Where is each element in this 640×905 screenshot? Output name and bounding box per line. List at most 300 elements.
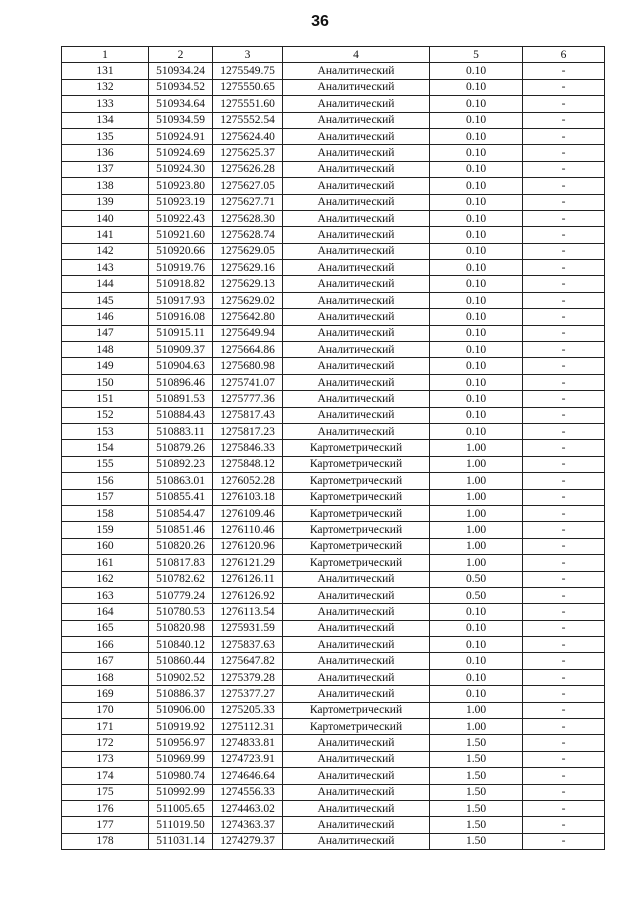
x-coordinate-cell: 510923.19 (149, 194, 213, 210)
coordinates-table (61, 46, 605, 850)
table-row (62, 243, 605, 259)
table-row (62, 342, 605, 358)
y-coordinate-cell: 1275848.12 (213, 456, 283, 472)
method-cell: Аналитический (283, 391, 430, 407)
y-coordinate-cell: 1274723.91 (213, 751, 283, 767)
y-coordinate-cell: 1275551.60 (213, 96, 283, 112)
accuracy-cell: 1.50 (430, 735, 523, 751)
page-number: 36 (311, 13, 329, 30)
note-cell: - (523, 768, 605, 784)
y-coordinate-cell: 1276121.29 (213, 555, 283, 571)
column-header: 4 (283, 47, 430, 63)
column-header: 2 (149, 47, 213, 63)
note-cell: - (523, 604, 605, 620)
y-coordinate-cell: 1275112.31 (213, 719, 283, 735)
y-coordinate-cell: 1275626.28 (213, 161, 283, 177)
table-row (62, 423, 605, 439)
x-coordinate-cell: 510820.98 (149, 620, 213, 636)
note-cell: - (523, 63, 605, 79)
y-coordinate-cell: 1275377.27 (213, 686, 283, 702)
accuracy-cell: 0.10 (430, 161, 523, 177)
note-cell: - (523, 112, 605, 128)
table-row (62, 178, 605, 194)
accuracy-cell: 0.10 (430, 79, 523, 95)
table-body (62, 63, 605, 850)
accuracy-cell: 0.10 (430, 128, 523, 144)
table-row (62, 489, 605, 505)
note-cell: - (523, 620, 605, 636)
point-number-cell: 158 (62, 505, 149, 521)
method-cell: Аналитический (283, 620, 430, 636)
point-number-cell: 155 (62, 456, 149, 472)
y-coordinate-cell: 1275205.33 (213, 702, 283, 718)
table-row (62, 719, 605, 735)
y-coordinate-cell: 1275379.28 (213, 669, 283, 685)
point-number-cell: 161 (62, 555, 149, 571)
point-number-cell: 134 (62, 112, 149, 128)
table-row (62, 112, 605, 128)
x-coordinate-cell: 510919.92 (149, 719, 213, 735)
y-coordinate-cell: 1276126.11 (213, 571, 283, 587)
column-header: 1 (62, 47, 149, 63)
y-coordinate-cell: 1275741.07 (213, 374, 283, 390)
x-coordinate-cell: 510879.26 (149, 440, 213, 456)
method-cell: Аналитический (283, 784, 430, 800)
point-number-cell: 176 (62, 800, 149, 816)
accuracy-cell: 1.00 (430, 719, 523, 735)
accuracy-cell: 0.10 (430, 292, 523, 308)
accuracy-cell: 0.10 (430, 243, 523, 259)
accuracy-cell: 1.50 (430, 833, 523, 849)
note-cell: - (523, 292, 605, 308)
point-number-cell: 149 (62, 358, 149, 374)
accuracy-cell: 1.00 (430, 505, 523, 521)
method-cell: Аналитический (283, 309, 430, 325)
x-coordinate-cell: 510851.46 (149, 522, 213, 538)
point-number-cell: 144 (62, 276, 149, 292)
y-coordinate-cell: 1275629.16 (213, 260, 283, 276)
note-cell: - (523, 653, 605, 669)
table-row (62, 505, 605, 521)
x-coordinate-cell: 510956.97 (149, 735, 213, 751)
table-row (62, 751, 605, 767)
method-cell: Аналитический (283, 79, 430, 95)
table-row (62, 604, 605, 620)
method-cell: Картометрический (283, 702, 430, 718)
point-number-cell: 172 (62, 735, 149, 751)
accuracy-cell: 0.10 (430, 391, 523, 407)
point-number-cell: 178 (62, 833, 149, 849)
point-number-cell: 168 (62, 669, 149, 685)
note-cell: - (523, 440, 605, 456)
table-row (62, 79, 605, 95)
note-cell: - (523, 374, 605, 390)
accuracy-cell: 1.00 (430, 702, 523, 718)
method-cell: Картометрический (283, 555, 430, 571)
note-cell: - (523, 751, 605, 767)
y-coordinate-cell: 1275664.86 (213, 342, 283, 358)
note-cell: - (523, 79, 605, 95)
point-number-cell: 148 (62, 342, 149, 358)
note-cell: - (523, 227, 605, 243)
method-cell: Картометрический (283, 489, 430, 505)
y-coordinate-cell: 1274556.33 (213, 784, 283, 800)
table-row (62, 620, 605, 636)
x-coordinate-cell: 510779.24 (149, 587, 213, 603)
note-cell: - (523, 686, 605, 702)
x-coordinate-cell: 511005.65 (149, 800, 213, 816)
x-coordinate-cell: 510919.76 (149, 260, 213, 276)
x-coordinate-cell: 510923.80 (149, 178, 213, 194)
table-row (62, 63, 605, 79)
note-cell: - (523, 309, 605, 325)
note-cell: - (523, 423, 605, 439)
x-coordinate-cell: 510934.64 (149, 96, 213, 112)
method-cell: Аналитический (283, 325, 430, 341)
method-cell: Аналитический (283, 800, 430, 816)
accuracy-cell: 0.10 (430, 358, 523, 374)
point-number-cell: 135 (62, 128, 149, 144)
method-cell: Аналитический (283, 735, 430, 751)
note-cell: - (523, 669, 605, 685)
method-cell: Аналитический (283, 243, 430, 259)
table-row (62, 407, 605, 423)
point-number-cell: 153 (62, 423, 149, 439)
accuracy-cell: 0.10 (430, 686, 523, 702)
method-cell: Аналитический (283, 768, 430, 784)
table-row (62, 292, 605, 308)
note-cell: - (523, 325, 605, 341)
accuracy-cell: 0.50 (430, 571, 523, 587)
accuracy-cell: 1.50 (430, 768, 523, 784)
point-number-cell: 150 (62, 374, 149, 390)
method-cell: Аналитический (283, 292, 430, 308)
method-cell: Картометрический (283, 719, 430, 735)
method-cell: Аналитический (283, 63, 430, 79)
x-coordinate-cell: 510915.11 (149, 325, 213, 341)
x-coordinate-cell: 510902.52 (149, 669, 213, 685)
point-number-cell: 157 (62, 489, 149, 505)
accuracy-cell: 1.50 (430, 817, 523, 833)
note-cell: - (523, 817, 605, 833)
note-cell: - (523, 456, 605, 472)
method-cell: Аналитический (283, 96, 430, 112)
point-number-cell: 137 (62, 161, 149, 177)
accuracy-cell: 0.10 (430, 653, 523, 669)
note-cell: - (523, 538, 605, 554)
x-coordinate-cell: 510934.59 (149, 112, 213, 128)
note-cell: - (523, 735, 605, 751)
method-cell: Аналитический (283, 669, 430, 685)
accuracy-cell: 0.50 (430, 587, 523, 603)
point-number-cell: 140 (62, 210, 149, 226)
x-coordinate-cell: 510817.83 (149, 555, 213, 571)
point-number-cell: 142 (62, 243, 149, 259)
table-row (62, 358, 605, 374)
accuracy-cell: 0.10 (430, 63, 523, 79)
method-cell: Аналитический (283, 374, 430, 390)
y-coordinate-cell: 1274646.64 (213, 768, 283, 784)
table-row (62, 833, 605, 849)
table-row (62, 571, 605, 587)
x-coordinate-cell: 510934.24 (149, 63, 213, 79)
table-row (62, 637, 605, 653)
x-coordinate-cell: 511019.50 (149, 817, 213, 833)
y-coordinate-cell: 1275625.37 (213, 145, 283, 161)
y-coordinate-cell: 1274833.81 (213, 735, 283, 751)
method-cell: Аналитический (283, 145, 430, 161)
note-cell: - (523, 194, 605, 210)
y-coordinate-cell: 1276126.92 (213, 587, 283, 603)
point-number-cell: 147 (62, 325, 149, 341)
x-coordinate-cell: 510969.99 (149, 751, 213, 767)
point-number-cell: 145 (62, 292, 149, 308)
note-cell: - (523, 210, 605, 226)
note-cell: - (523, 833, 605, 849)
method-cell: Аналитический (283, 194, 430, 210)
x-coordinate-cell: 510840.12 (149, 637, 213, 653)
y-coordinate-cell: 1275647.82 (213, 653, 283, 669)
table-row (62, 800, 605, 816)
y-coordinate-cell: 1276109.46 (213, 505, 283, 521)
note-cell: - (523, 260, 605, 276)
point-number-cell: 163 (62, 587, 149, 603)
y-coordinate-cell: 1275837.63 (213, 637, 283, 653)
x-coordinate-cell: 510904.63 (149, 358, 213, 374)
method-cell: Аналитический (283, 653, 430, 669)
table-row (62, 538, 605, 554)
table-row (62, 555, 605, 571)
method-cell: Аналитический (283, 112, 430, 128)
note-cell: - (523, 522, 605, 538)
table-row (62, 276, 605, 292)
accuracy-cell: 1.00 (430, 473, 523, 489)
table-row (62, 735, 605, 751)
method-cell: Аналитический (283, 128, 430, 144)
x-coordinate-cell: 510892.23 (149, 456, 213, 472)
accuracy-cell: 0.10 (430, 276, 523, 292)
table-row (62, 309, 605, 325)
x-coordinate-cell: 510917.93 (149, 292, 213, 308)
method-cell: Картометрический (283, 440, 430, 456)
point-number-cell: 151 (62, 391, 149, 407)
method-cell: Аналитический (283, 571, 430, 587)
accuracy-cell: 1.00 (430, 456, 523, 472)
x-coordinate-cell: 510924.30 (149, 161, 213, 177)
point-number-cell: 170 (62, 702, 149, 718)
note-cell: - (523, 178, 605, 194)
x-coordinate-cell: 510922.43 (149, 210, 213, 226)
x-coordinate-cell: 510782.62 (149, 571, 213, 587)
method-cell: Аналитический (283, 423, 430, 439)
method-cell: Картометрический (283, 522, 430, 538)
y-coordinate-cell: 1276113.54 (213, 604, 283, 620)
y-coordinate-cell: 1275552.54 (213, 112, 283, 128)
accuracy-cell: 1.00 (430, 555, 523, 571)
table-row (62, 686, 605, 702)
note-cell: - (523, 161, 605, 177)
accuracy-cell: 0.10 (430, 407, 523, 423)
y-coordinate-cell: 1275627.05 (213, 178, 283, 194)
note-cell: - (523, 473, 605, 489)
point-number-cell: 160 (62, 538, 149, 554)
table-row (62, 145, 605, 161)
table-row (62, 161, 605, 177)
accuracy-cell: 1.00 (430, 489, 523, 505)
method-cell: Аналитический (283, 227, 430, 243)
table-row (62, 817, 605, 833)
x-coordinate-cell: 510883.11 (149, 423, 213, 439)
accuracy-cell: 1.50 (430, 800, 523, 816)
accuracy-cell: 1.00 (430, 538, 523, 554)
note-cell: - (523, 637, 605, 653)
method-cell: Картометрический (283, 505, 430, 521)
method-cell: Аналитический (283, 587, 430, 603)
x-coordinate-cell: 510909.37 (149, 342, 213, 358)
accuracy-cell: 0.10 (430, 227, 523, 243)
method-cell: Аналитический (283, 178, 430, 194)
x-coordinate-cell: 510854.47 (149, 505, 213, 521)
x-coordinate-cell: 510924.69 (149, 145, 213, 161)
point-number-cell: 131 (62, 63, 149, 79)
method-cell: Картометрический (283, 538, 430, 554)
accuracy-cell: 1.50 (430, 751, 523, 767)
x-coordinate-cell: 510920.66 (149, 243, 213, 259)
accuracy-cell: 1.00 (430, 522, 523, 538)
accuracy-cell: 0.10 (430, 112, 523, 128)
accuracy-cell: 1.00 (430, 440, 523, 456)
table-row (62, 96, 605, 112)
x-coordinate-cell: 510934.52 (149, 79, 213, 95)
note-cell: - (523, 96, 605, 112)
accuracy-cell: 0.10 (430, 178, 523, 194)
note-cell: - (523, 719, 605, 735)
note-cell: - (523, 391, 605, 407)
note-cell: - (523, 342, 605, 358)
table-row (62, 522, 605, 538)
accuracy-cell: 0.10 (430, 325, 523, 341)
table-row (62, 784, 605, 800)
y-coordinate-cell: 1275931.59 (213, 620, 283, 636)
x-coordinate-cell: 510906.00 (149, 702, 213, 718)
method-cell: Аналитический (283, 407, 430, 423)
x-coordinate-cell: 510884.43 (149, 407, 213, 423)
table-row (62, 227, 605, 243)
point-number-cell: 159 (62, 522, 149, 538)
note-cell: - (523, 587, 605, 603)
accuracy-cell: 1.50 (430, 784, 523, 800)
y-coordinate-cell: 1276110.46 (213, 522, 283, 538)
x-coordinate-cell: 510980.74 (149, 768, 213, 784)
x-coordinate-cell: 510855.41 (149, 489, 213, 505)
accuracy-cell: 0.10 (430, 260, 523, 276)
x-coordinate-cell: 510924.91 (149, 128, 213, 144)
note-cell: - (523, 407, 605, 423)
point-number-cell: 152 (62, 407, 149, 423)
method-cell: Картометрический (283, 456, 430, 472)
point-number-cell: 175 (62, 784, 149, 800)
accuracy-cell: 0.10 (430, 374, 523, 390)
y-coordinate-cell: 1275549.75 (213, 63, 283, 79)
point-number-cell: 141 (62, 227, 149, 243)
table-row (62, 210, 605, 226)
x-coordinate-cell: 510896.46 (149, 374, 213, 390)
x-coordinate-cell: 510886.37 (149, 686, 213, 702)
point-number-cell: 139 (62, 194, 149, 210)
note-cell: - (523, 702, 605, 718)
method-cell: Аналитический (283, 637, 430, 653)
point-number-cell: 169 (62, 686, 149, 702)
method-cell: Аналитический (283, 358, 430, 374)
method-cell: Аналитический (283, 751, 430, 767)
note-cell: - (523, 571, 605, 587)
note-cell: - (523, 505, 605, 521)
method-cell: Картометрический (283, 473, 430, 489)
y-coordinate-cell: 1275629.02 (213, 292, 283, 308)
y-coordinate-cell: 1275629.13 (213, 276, 283, 292)
note-cell: - (523, 128, 605, 144)
note-cell: - (523, 276, 605, 292)
method-cell: Аналитический (283, 276, 430, 292)
y-coordinate-cell: 1274363.37 (213, 817, 283, 833)
accuracy-cell: 0.10 (430, 309, 523, 325)
note-cell: - (523, 800, 605, 816)
point-number-cell: 171 (62, 719, 149, 735)
x-coordinate-cell: 510992.99 (149, 784, 213, 800)
note-cell: - (523, 243, 605, 259)
y-coordinate-cell: 1275624.40 (213, 128, 283, 144)
point-number-cell: 143 (62, 260, 149, 276)
point-number-cell: 154 (62, 440, 149, 456)
x-coordinate-cell: 510820.26 (149, 538, 213, 554)
method-cell: Аналитический (283, 833, 430, 849)
table-row (62, 702, 605, 718)
y-coordinate-cell: 1275628.30 (213, 210, 283, 226)
point-number-cell: 156 (62, 473, 149, 489)
table-row (62, 653, 605, 669)
y-coordinate-cell: 1275680.98 (213, 358, 283, 374)
point-number-cell: 166 (62, 637, 149, 653)
point-number-cell: 162 (62, 571, 149, 587)
y-coordinate-cell: 1275550.65 (213, 79, 283, 95)
accuracy-cell: 0.10 (430, 637, 523, 653)
method-cell: Аналитический (283, 342, 430, 358)
y-coordinate-cell: 1275777.36 (213, 391, 283, 407)
point-number-cell: 133 (62, 96, 149, 112)
y-coordinate-cell: 1275629.05 (213, 243, 283, 259)
y-coordinate-cell: 1274279.37 (213, 833, 283, 849)
method-cell: Аналитический (283, 817, 430, 833)
table-row (62, 456, 605, 472)
x-coordinate-cell: 510780.53 (149, 604, 213, 620)
method-cell: Аналитический (283, 604, 430, 620)
y-coordinate-cell: 1275642.80 (213, 309, 283, 325)
accuracy-cell: 0.10 (430, 210, 523, 226)
x-coordinate-cell: 510863.01 (149, 473, 213, 489)
table-row (62, 587, 605, 603)
point-number-cell: 164 (62, 604, 149, 620)
y-coordinate-cell: 1275628.74 (213, 227, 283, 243)
column-header: 6 (523, 47, 605, 63)
accuracy-cell: 0.10 (430, 669, 523, 685)
y-coordinate-cell: 1274463.02 (213, 800, 283, 816)
y-coordinate-cell: 1276103.18 (213, 489, 283, 505)
y-coordinate-cell: 1276120.96 (213, 538, 283, 554)
table-row (62, 669, 605, 685)
point-number-cell: 146 (62, 309, 149, 325)
table-row (62, 260, 605, 276)
point-number-cell: 174 (62, 768, 149, 784)
